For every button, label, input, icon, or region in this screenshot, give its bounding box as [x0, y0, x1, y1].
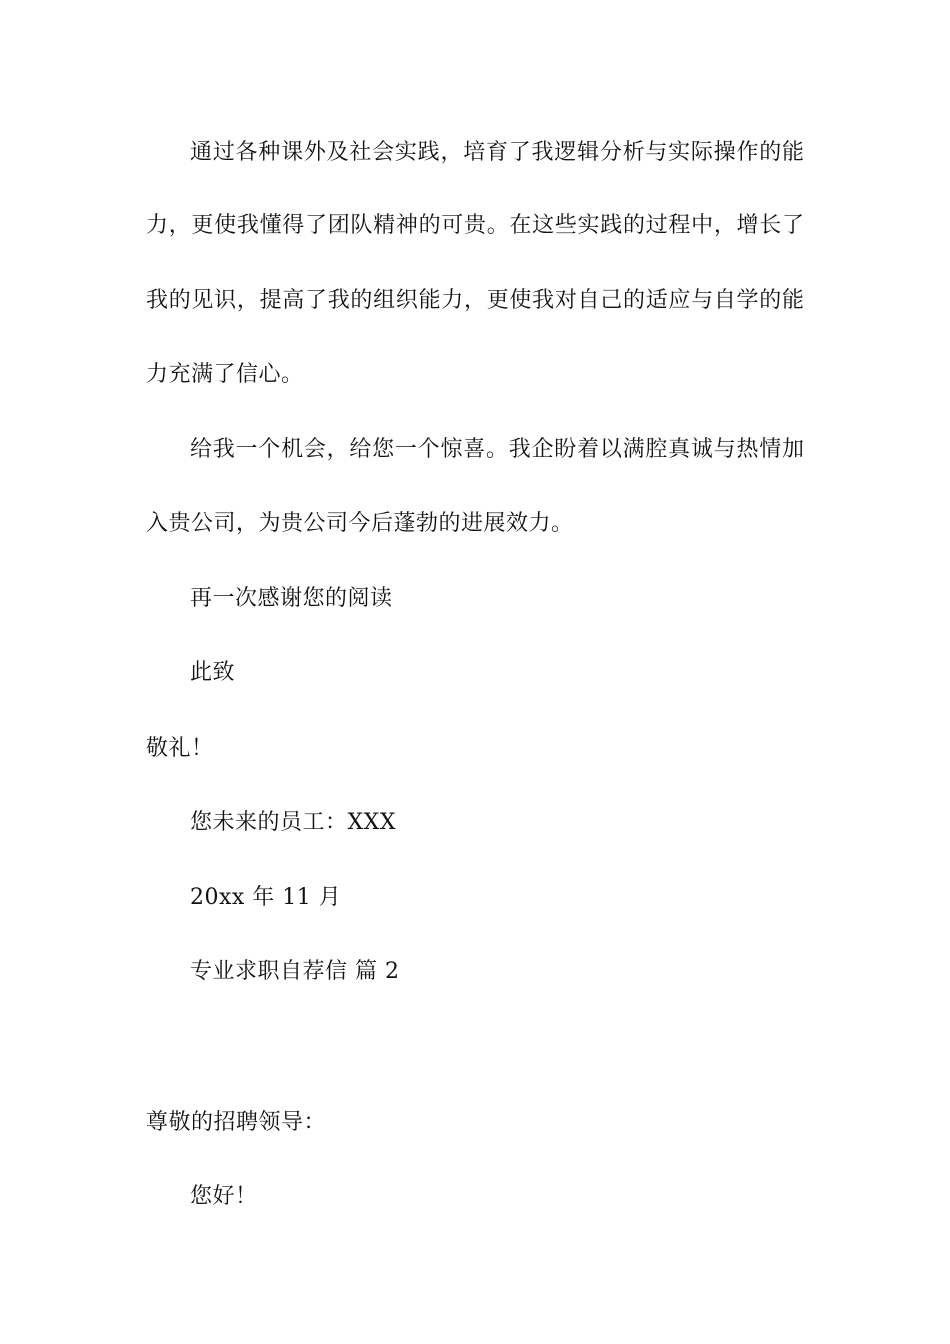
paragraph-line: 力，更使我懂得了团队精神的可贵。在这些实践的过程中，增长了	[146, 213, 804, 238]
date: 20xx 年 11 月	[190, 885, 342, 910]
paragraph-line: 入贵公司，为贵公司今后蓬勃的进展效力。	[146, 511, 574, 536]
closing-thanks: 再一次感谢您的阅读	[190, 586, 393, 611]
paragraph-line: 力充满了信心。	[146, 362, 304, 387]
section-title: 专业求职自荐信 篇 2	[190, 959, 400, 984]
paragraph-line: 我的见识，提高了我的组织能力，更使我对自己的适应与自学的能	[146, 288, 804, 313]
signature: 您未来的员工：XXX	[190, 810, 396, 835]
paragraph-line: 给我一个机会，给您一个惊喜。我企盼着以满腔真诚与热情加	[190, 437, 804, 462]
greeting-recipient: 尊敬的招聘领导：	[146, 1110, 327, 1135]
closing-salutation: 此致	[190, 660, 236, 685]
greeting-hello: 您好！	[190, 1184, 258, 1209]
paragraph-line: 通过各种课外及社会实践，培育了我逻辑分析与实际操作的能	[190, 140, 804, 165]
closing-regards: 敬礼！	[146, 736, 214, 761]
